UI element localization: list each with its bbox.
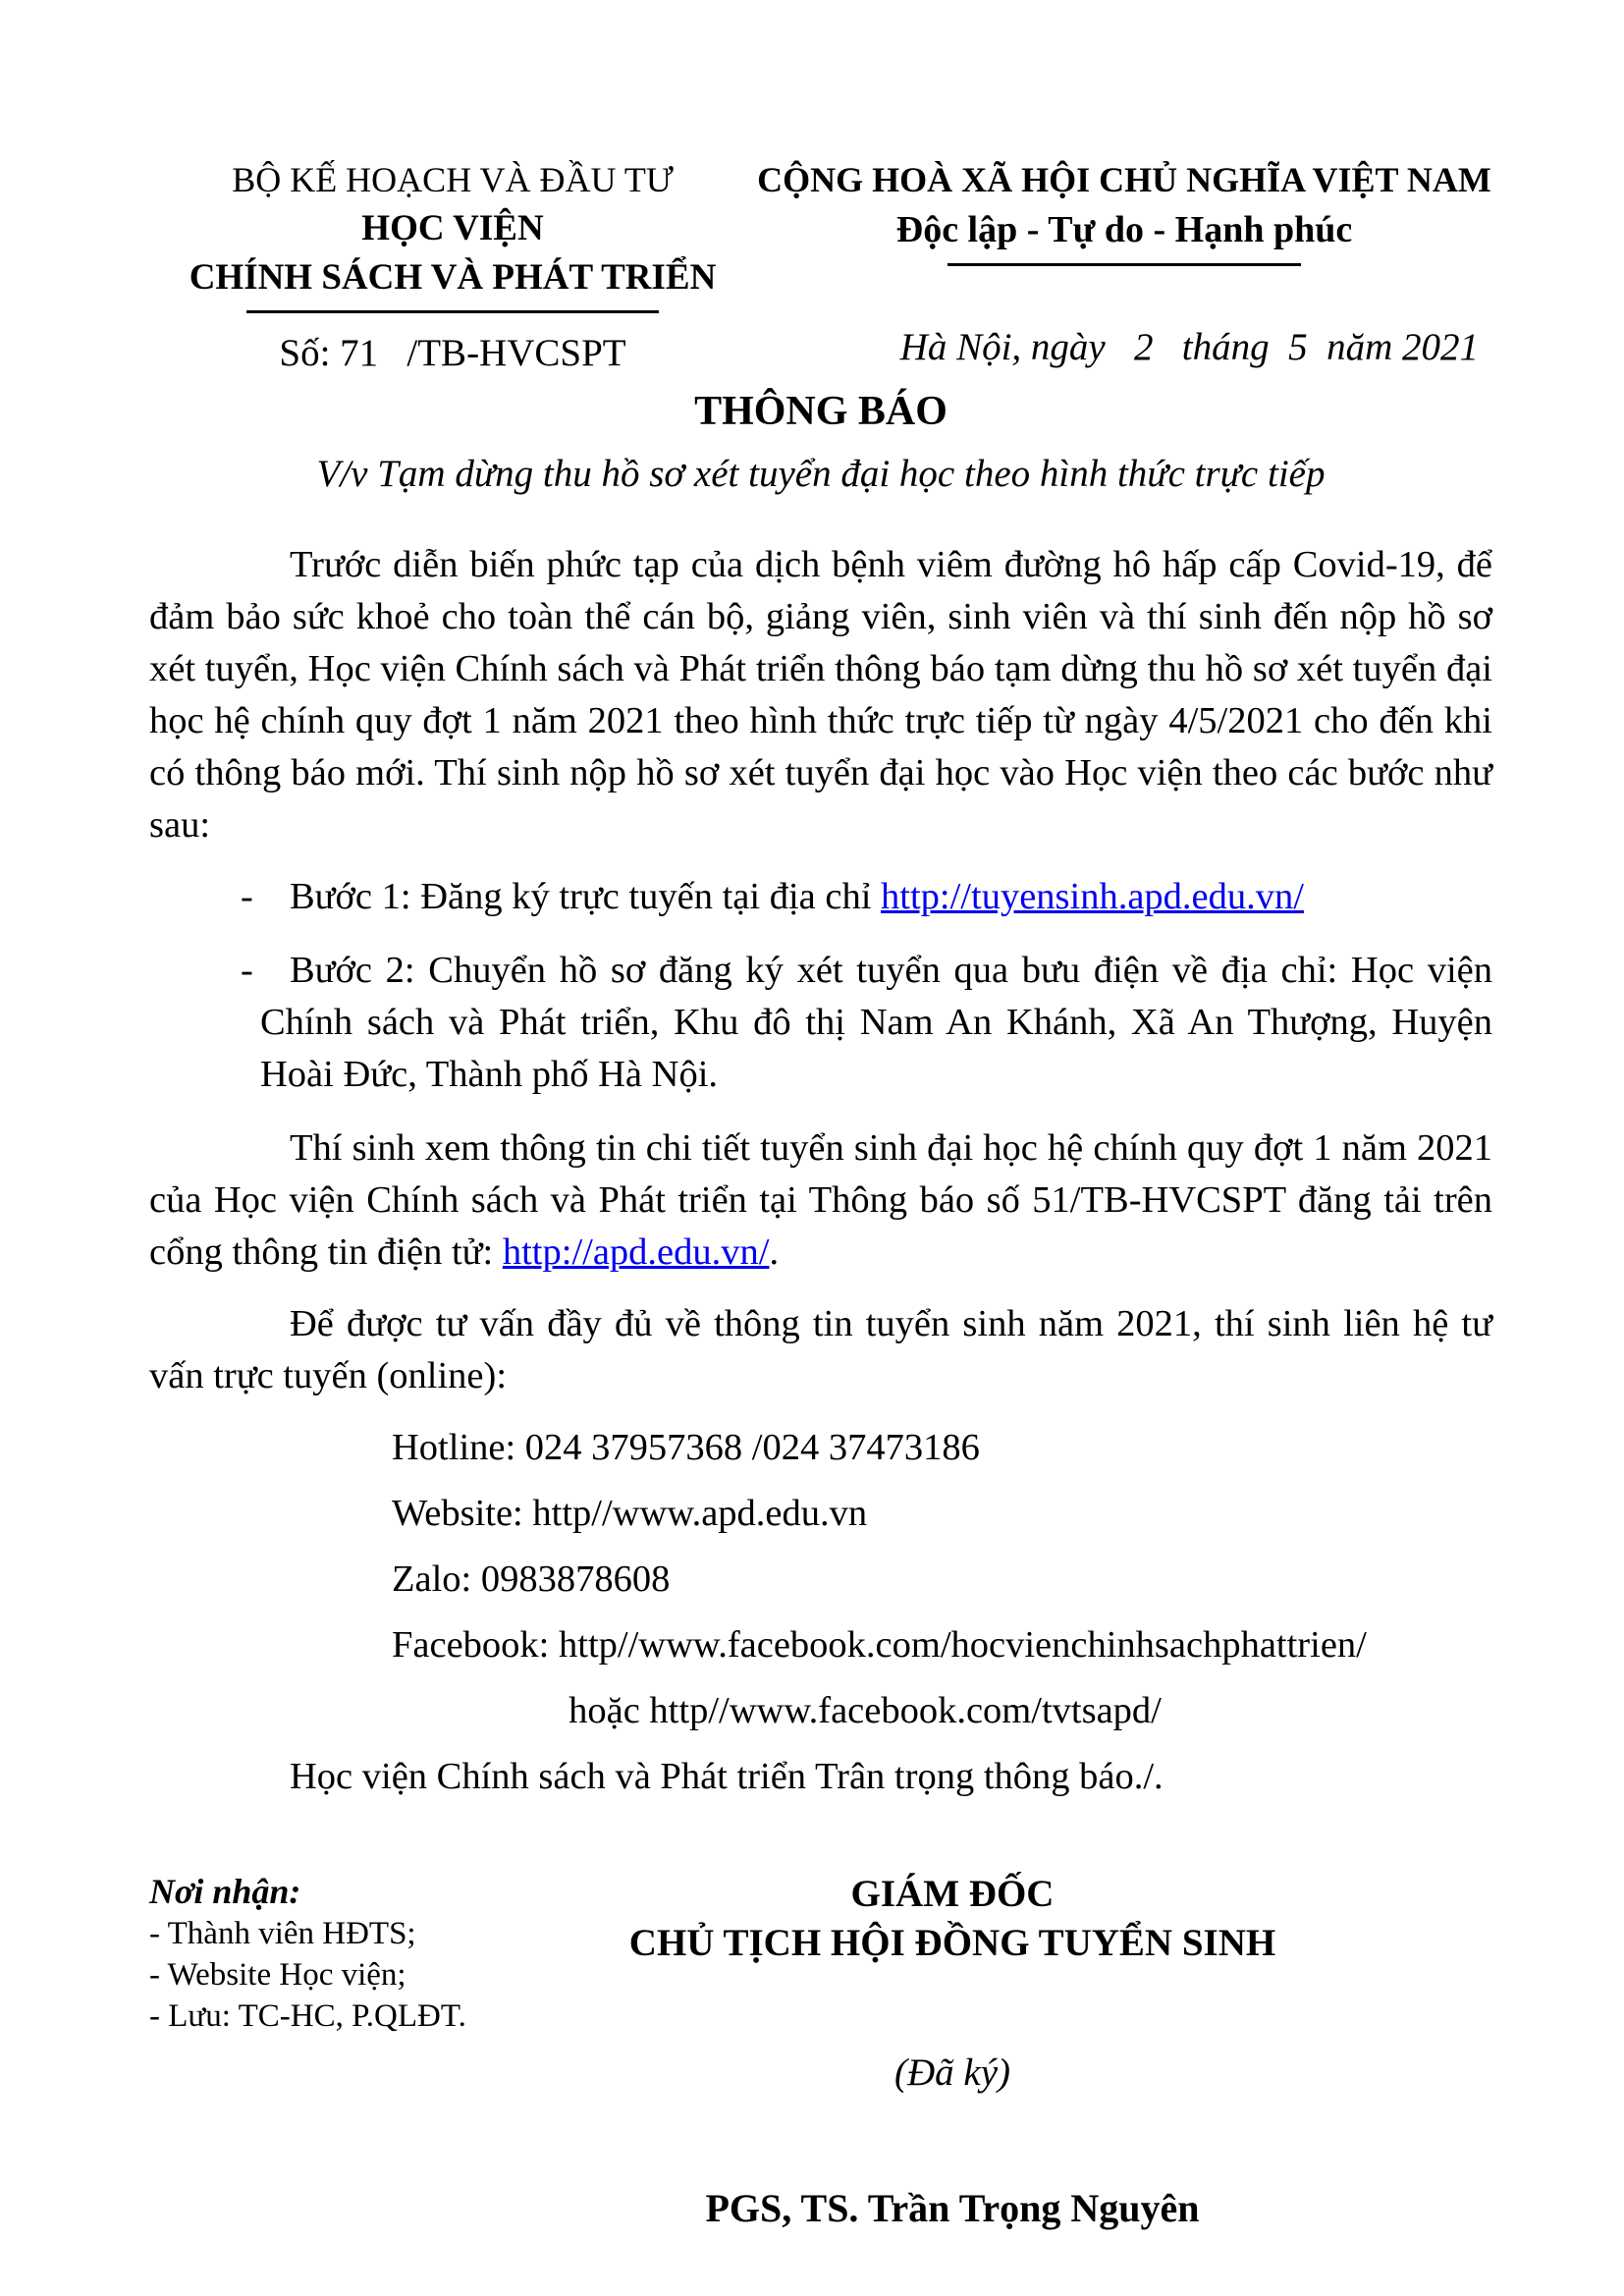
paragraph-details-text: Thí sinh xem thông tin chi tiết tuyển sinh đại học hệ chính quy đợt 1 năm 2021 của Học viện Chính sách và Phát triển tại Thông báo số 51/TB-HVCSPT đăng tải trên cổng thông tin điện tử: [149, 1127, 1492, 1273]
document-number: Số: 71 /TB-HVCSPT [279, 332, 626, 374]
signer-position-line2: CHỦ TỊCH HỘI ĐỒNG TUYỂN SINH [628, 1922, 1276, 1964]
step-1-text: Bước 1: Đăng ký trực tuyến tại địa chỉ [290, 876, 882, 917]
header-right-rule [947, 263, 1301, 266]
step-1-item [149, 871, 1492, 923]
header-left-rule [246, 310, 659, 313]
signature-block [579, 1870, 1326, 2233]
hotline-line: Hotline: 024 37957368 /024 37473186 [392, 1427, 980, 1468]
contact-list [149, 1422, 1492, 1737]
document-header [149, 155, 1492, 378]
recipient-item: - Thành viên HĐTS; [149, 1916, 416, 1951]
national-header-block [756, 155, 1492, 378]
country-name: CỘNG HOÀ XÃ HỘI CHỦ NGHĨA VIỆT NAM [757, 160, 1491, 199]
step-2-item [149, 945, 1492, 1101]
document-title: THÔNG BÁO [694, 389, 947, 434]
signer-name: PGS, TS. Trần Trọng Nguyên [705, 2186, 1200, 2230]
facebook-line: Facebook: http//www.facebook.com/hocvienchinhsachphattrien/ [392, 1624, 1367, 1666]
national-motto: Độc lập - Tự do - Hạnh phúc [895, 209, 1353, 250]
signed-note: (Đã ký) [893, 2051, 1010, 2094]
closing-statement: Học viện Chính sách và Phát triển Trân trọng thông báo./. [290, 1756, 1164, 1797]
website-line: Website: http//www.apd.edu.vn [392, 1493, 868, 1534]
place-date-line: Hà Nội, ngày 2 tháng 5 năm 2021 [899, 326, 1479, 368]
paragraph-consult: Để được tư vấn đầy đủ về thông tin tuyển sinh năm 2021, thí sinh liên hệ tư vấn trực tuyến (online): [149, 1303, 1492, 1396]
bullet-dash: - [241, 950, 253, 991]
paragraph-details [149, 1122, 1492, 1279]
recipients-block [149, 1870, 579, 2233]
paragraph-intro: Trước diễn biến phức tạp của dịch bệnh viêm đường hô hấp cấp Covid-19, để đảm bảo sức khoẻ cho toàn thể cán bộ, giảng viên, sinh viên và thí sinh đến nộp hồ sơ xét tuyển, Học viện Chính sách và Phát triển thông báo tạm dừng thu hồ sơ xét tuyển đại học hệ chính quy đợt 1 năm 2021 theo hình thức trực tiếp từ ngày 4/5/2021 cho đến khi có thông báo mới. Thí sinh nộp hồ sơ xét tuyển đại học vào Học viện theo các bước như sau: [149, 544, 1492, 846]
facebook-alt-line: hoặc http//www.facebook.com/tvtsapd/ [568, 1690, 1162, 1731]
academy-name-line1: HỌC VIỆN [361, 208, 544, 248]
zalo-line: Zalo: 0983878608 [392, 1558, 671, 1600]
step-2-text: Bước 2: Chuyển hồ sơ đăng ký xét tuyển qua bưu điện về địa chỉ: Học viện Chính sách và Phát triển, Khu đô thị Nam An Khánh, Xã An Thượng, Huyện Hoài Đức, Thành phố Hà Nội. [260, 950, 1492, 1095]
paragraph-details-period: . [769, 1231, 780, 1273]
academy-name-line2: CHÍNH SÁCH VÀ PHÁT TRIỂN [189, 257, 717, 298]
tuyensinh-registration-link[interactable]: http://tuyensinh.apd.edu.vn/ [881, 876, 1304, 917]
bullet-dash: - [241, 876, 253, 917]
recipients-heading: Nơi nhận: [149, 1872, 301, 1911]
signer-position-line1: GIÁM ĐỐC [850, 1873, 1055, 1915]
apd-portal-link[interactable]: http://apd.edu.vn/ [502, 1231, 770, 1273]
document-subtitle: V/v Tạm dừng thu hồ sơ xét tuyển đại học theo hình thức trực tiếp [316, 453, 1326, 495]
document-footer [149, 1870, 1492, 2233]
ministry-name: BỘ KẾ HOẠCH VÀ ĐẦU TƯ [232, 160, 674, 199]
recipient-item: - Website Học viện; [149, 1957, 406, 1993]
issuing-org-block [149, 155, 756, 378]
recipient-item: - Lưu: TC-HC, P.QLĐT. [149, 1998, 466, 2034]
